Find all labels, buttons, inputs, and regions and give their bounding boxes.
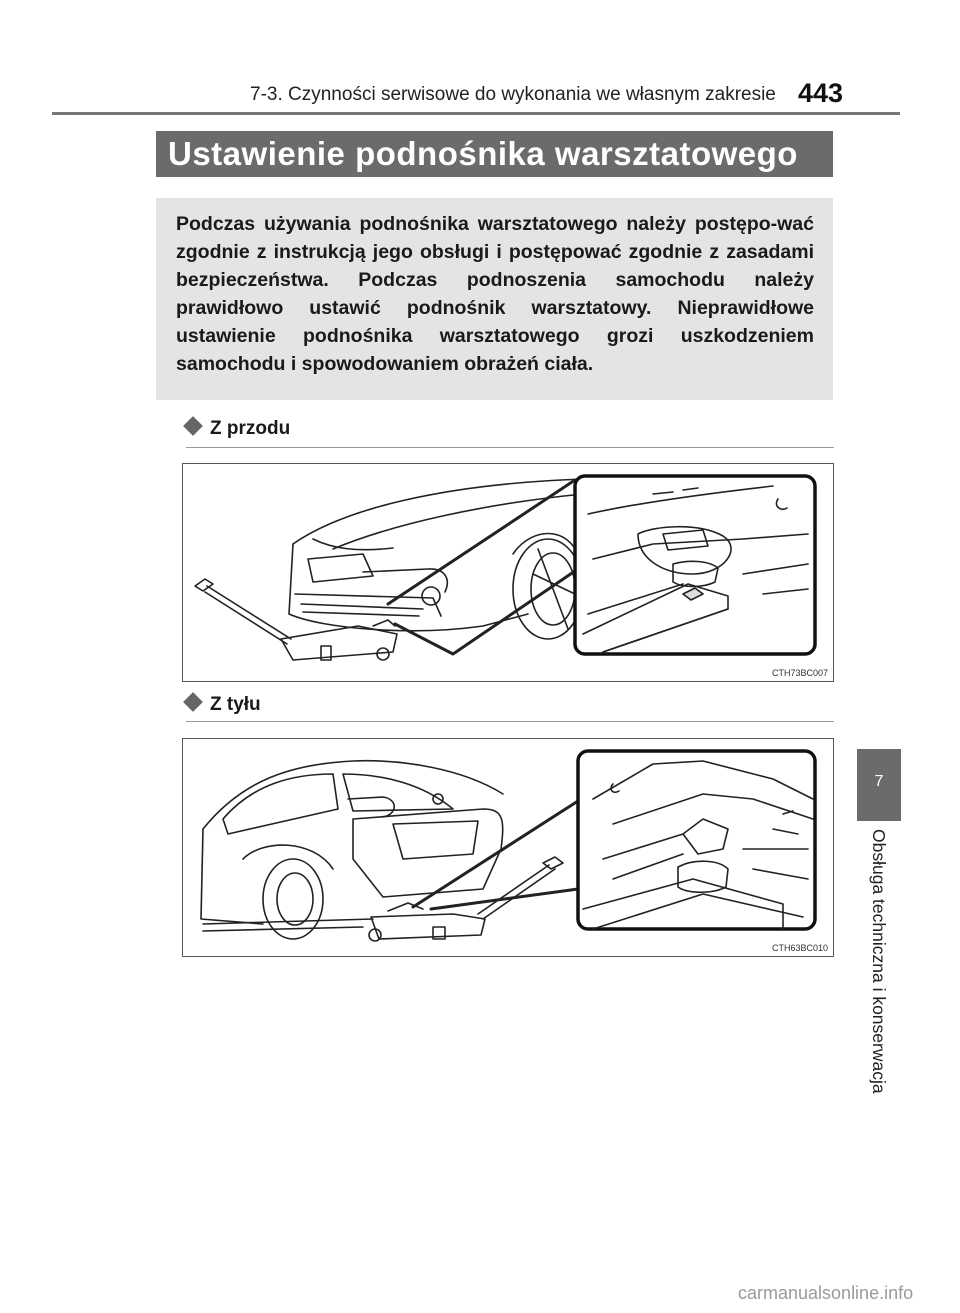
rear-jack-illustration [183,739,833,956]
chapter-tab [857,749,901,821]
diamond-bullet-icon [183,416,203,436]
subheading-rear-label: Z tyłu [210,694,261,715]
chapter-side-label [862,829,898,1129]
subheading-rear [186,694,261,716]
intro-box [156,198,833,400]
figure-front-code: CTH73BC007 [771,668,828,678]
page-number: 443 [798,78,844,108]
front-jack-illustration [183,464,833,681]
section-title: Ustawienie podnośnika warsztatowego [168,135,798,172]
intro-text: Podczas używania podnośnika warsztatowego należy postępo-wać zgodnie z instrukcją jego obsługi i postępować zgodnie z zasadami bezpieczeństwa. Podczas podnoszenia samochodu należy prawidłowo ustawić podnośnik warsztatowy. Nieprawidłowe ustawienie podnośnika warsztatowego grozi uszkodzeniem samochodu i spowodowaniem obrażeń ciała. [176,213,814,375]
watermark: carmanualsonline.info [738,1283,914,1303]
figure-rear-jack [182,738,834,957]
running-header-title: 7-3. Czynności serwisowe do wykonania we własnym zakresie [250,84,776,105]
header-divider [52,112,900,115]
chapter-number: 7 [874,773,884,790]
chapter-title: Obsługa techniczna i konserwacja [869,829,889,1094]
figure-rear-code: CTH63BC010 [771,943,828,953]
subheading-front [186,418,290,440]
subheading-rear-rule [186,721,834,722]
subheading-front-label: Z przodu [210,418,291,439]
section-title-banner [156,131,833,177]
figure-front-jack [182,463,834,682]
diamond-bullet-icon [183,692,203,712]
subheading-front-rule [186,447,834,448]
